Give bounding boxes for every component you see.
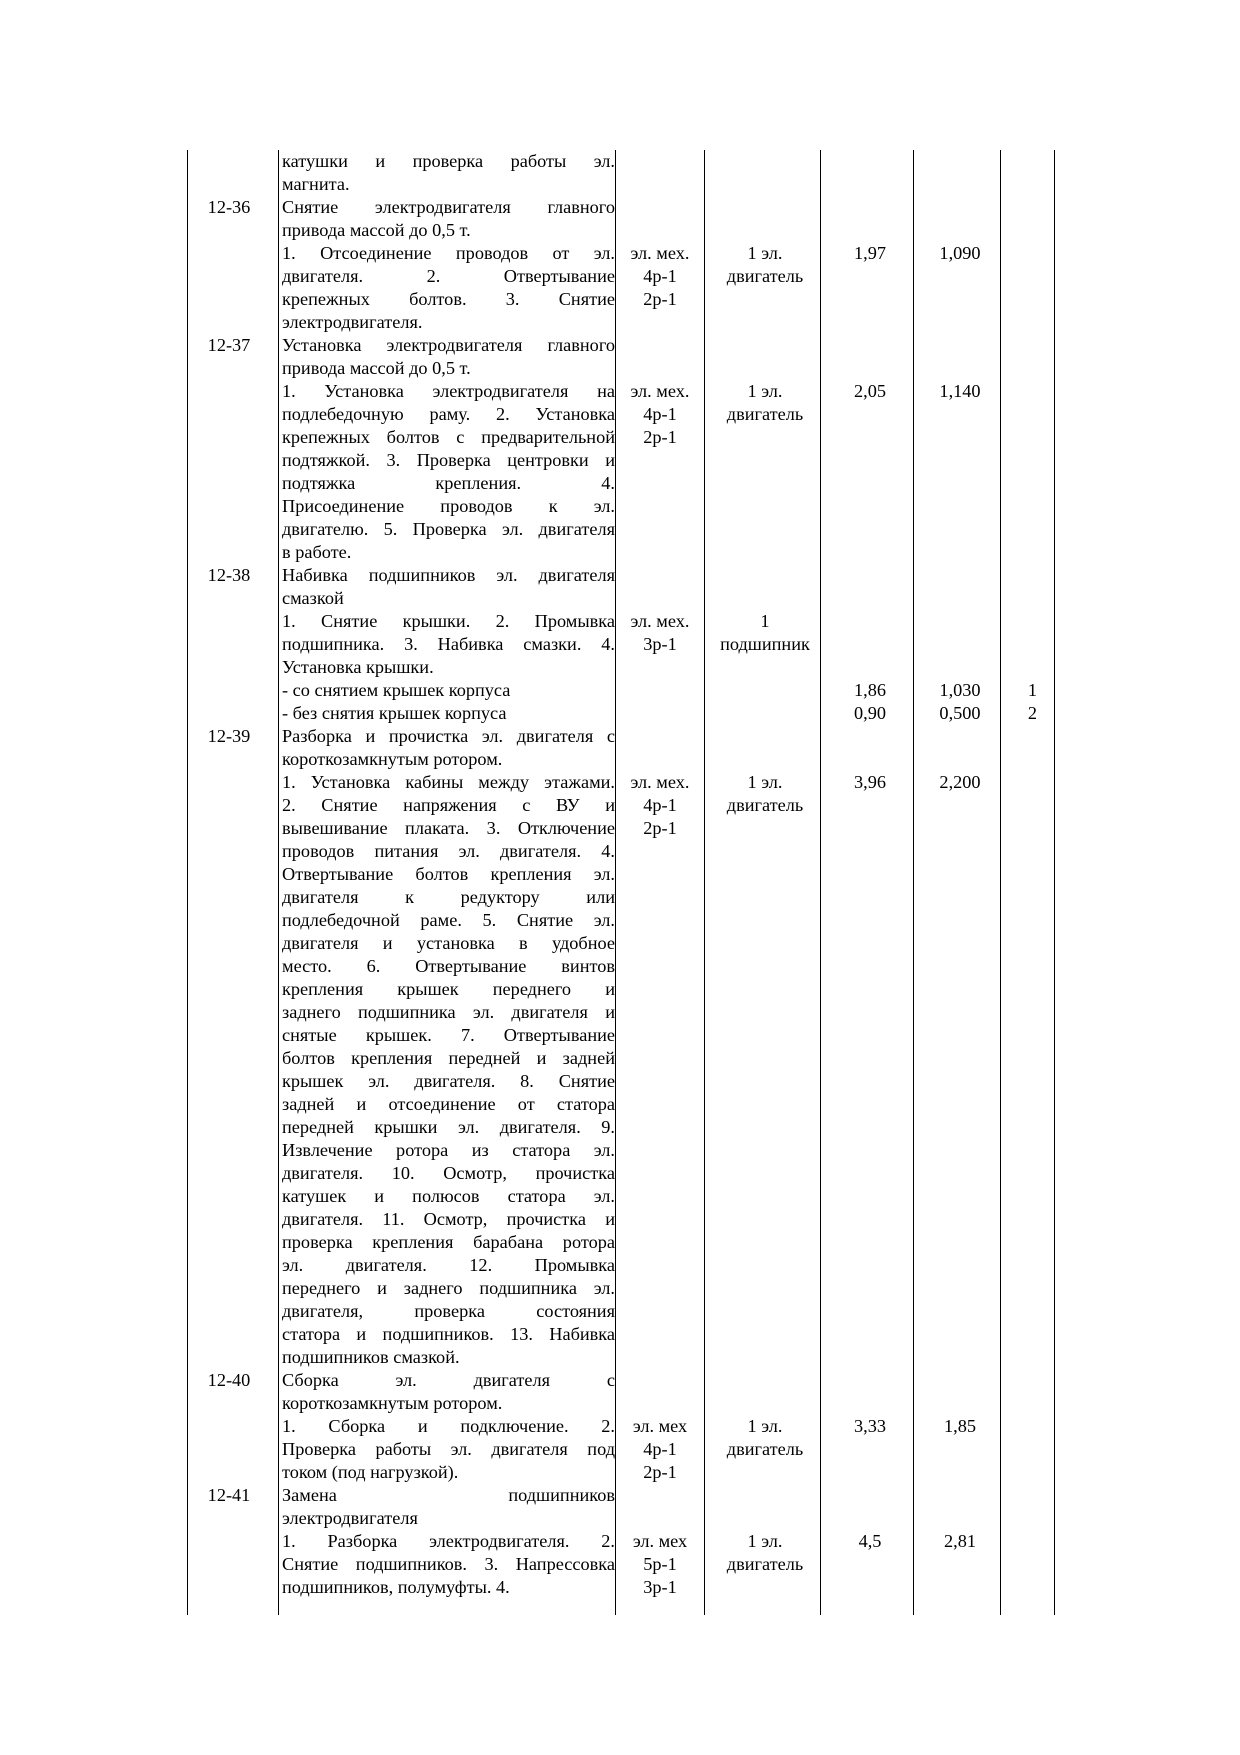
row-description: Разборка и прочистка эл. двигателя с короткозамкнутым ротором.	[282, 726, 615, 769]
row-staff: эл. мех 4р-1 2р-1	[632, 1416, 688, 1482]
row-staff: эл. мех. 4р-1 2р-1	[630, 772, 690, 838]
table-border-code	[278, 150, 279, 1615]
row-staff: эл. мех. 4р-1 2р-1	[630, 381, 690, 447]
row-description: Набивка подшипников эл. двигателя смазкой	[282, 565, 615, 608]
row-description: Установка электродвигателя главного привода массой до 0,5 т.	[282, 335, 615, 378]
table-border-left	[187, 150, 188, 1615]
row-norm-cost: 2,81	[944, 1531, 976, 1551]
row-unit: 1 эл. двигатель	[726, 772, 804, 815]
row-norm-time: 1,97	[854, 243, 886, 263]
row-code: 12-40	[207, 1370, 251, 1390]
table-border-n2	[1000, 150, 1001, 1615]
table-border-staff	[704, 150, 705, 1615]
row-description: - со снятием крышек корпуса - без снятия крышек корпуса	[282, 680, 511, 723]
row-description: 1. Сборка и подключение. 2. Проверка работы эл. двигателя под током (под нагрузкой).	[282, 1416, 615, 1482]
row-description: 1. Установка кабины между этажами. 2. Снятие напряжения с ВУ и вывешивание плаката. 3. Отключение проводов питания эл. двигателя. 4. Отвертывание болтов крепления эл. двигателя к редуктору или подлебедочной раме. 5. Снятие эл. двигателя и установка в удобное место. 6. Отвертывание винтов крепления крышек переднего и заднего подшипника эл. двигателя и снятые крышек. 7. Отвертывание болтов крепления передней и задней крышек эл. двигателя. 8. Снятие задней и отсоединение от статора передней крышки эл. двигателя. 9. Извлечение ротора из статора эл. двигателя. 10. Осмотр, прочистка катушек и полюсов статора эл. двигателя. 11. Осмотр, прочистка и проверка крепления барабана ротора эл. двигателя. 12. Промывка переднего и заднего подшипника эл. двигателя, проверка состояния статора и подшипников. 13. Набивка подшипников смазкой.	[282, 772, 615, 1367]
row-code: 12-37	[207, 335, 251, 355]
row-staff: эл. мех. 4р-1 2р-1	[630, 243, 690, 309]
row-norm-time: 1,86 0,90	[854, 680, 886, 723]
row-code: 12-36	[207, 197, 251, 217]
row-norm-time: 4,5	[858, 1531, 882, 1551]
row-norm-cost: 1,090	[939, 243, 981, 263]
row-description: Снятие электродвигателя главного привода массой до 0,5 т.	[282, 197, 615, 240]
row-norm-cost: 1,030 0,500	[939, 680, 981, 723]
row-norm-cost: 1,140	[939, 381, 981, 401]
row-norm-time: 3,96	[854, 772, 886, 792]
row-description: Замена подшипников электродвигателя	[282, 1485, 615, 1528]
row-code: 12-39	[207, 726, 251, 746]
row-description: 1. Разборка электродвигателя. 2. Снятие подшипников. 3. Напрессовка подшипников, полумуфты. 4.	[282, 1531, 615, 1597]
table-border-n1	[913, 150, 914, 1615]
row-code: 12-41	[207, 1485, 251, 1505]
table-border-desc	[615, 150, 616, 1615]
row-code: 12-38	[207, 565, 251, 585]
row-unit: 1 эл. двигатель	[726, 381, 804, 424]
row-unit: 1 эл. двигатель	[726, 1531, 804, 1574]
row-unit: 1 подшипник	[720, 611, 810, 654]
row-norm-cost: 2,200	[939, 772, 981, 792]
row-description: катушки и проверка работы эл. магнита.	[282, 151, 615, 194]
row-norm-time: 3,33	[854, 1416, 886, 1436]
row-staff: эл. мех. 3р-1	[630, 611, 690, 654]
table-border-unit	[820, 150, 821, 1615]
row-unit: 1 эл. двигатель	[726, 243, 804, 286]
table-border-right	[1054, 150, 1055, 1615]
row-description: 1. Установка электродвигателя на подлебедочную раму. 2. Установка крепежных болтов с предварительной подтяжкой. 3. Проверка центровки и подтяжка крепления. 4. Присоединение проводов к эл. двигателю. 5. Проверка эл. двигателя в работе.	[282, 381, 615, 562]
row-coefficient: 1 2	[1027, 680, 1038, 723]
row-norm-time: 2,05	[854, 381, 886, 401]
row-description: 1. Отсоединение проводов от эл. двигателя. 2. Отвертывание крепежных болтов. 3. Снятие электродвигателя.	[282, 243, 615, 332]
row-description: 1. Снятие крышки. 2. Промывка подшипника. 3. Набивка смазки. 4. Установка крышки.	[282, 611, 615, 677]
row-staff: эл. мех 5р-1 3р-1	[632, 1531, 688, 1597]
row-unit: 1 эл. двигатель	[726, 1416, 804, 1459]
row-description: Сборка эл. двигателя с короткозамкнутым ротором.	[282, 1370, 615, 1413]
row-norm-cost: 1,85	[944, 1416, 976, 1436]
